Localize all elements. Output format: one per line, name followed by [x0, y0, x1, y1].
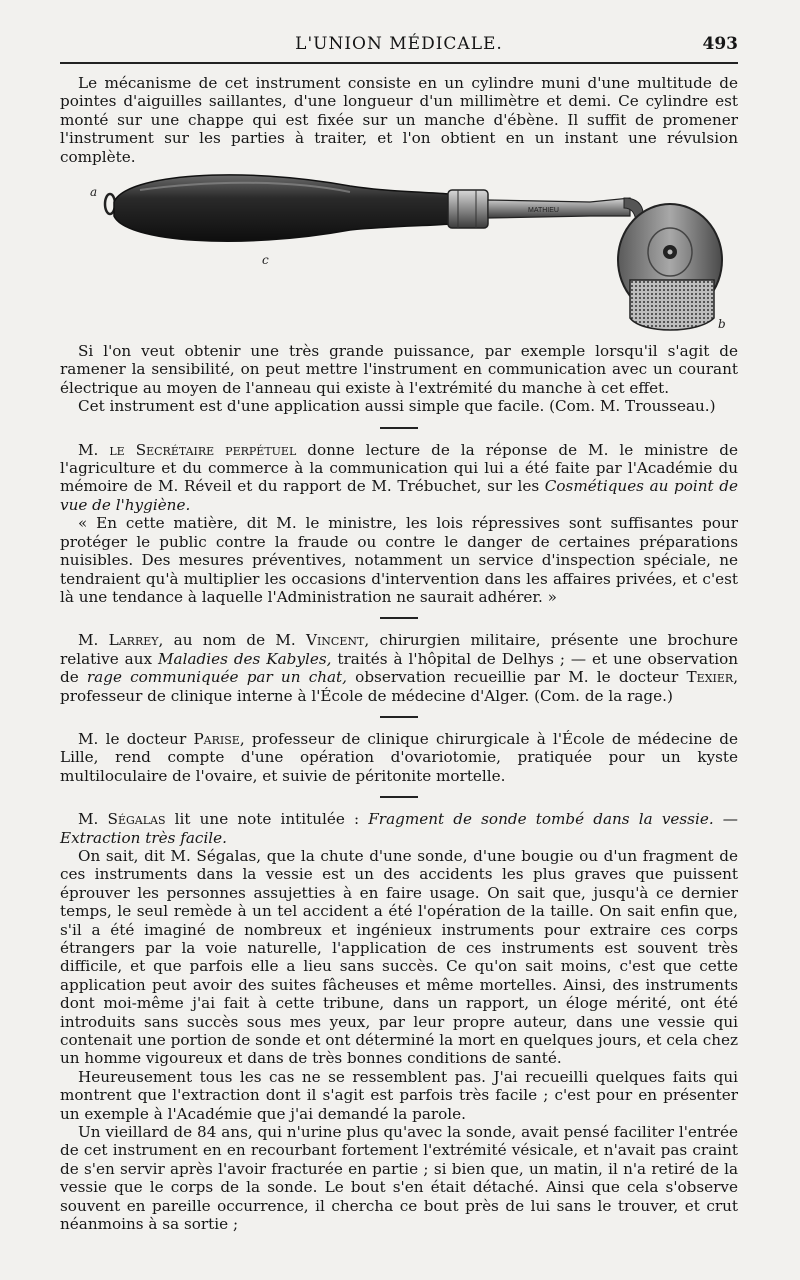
section-divider	[380, 617, 418, 619]
paragraph-segalas-1: On sait, dit M. Ségalas, que la chute d'une sonde, d'une bougie ou d'un fragment de ces instruments dans la vessie est un des accidents les plus graves que puissent éprouver les personnes assujetties à en faire usage. On sait que, jusqu'à ce dernier temps, le seul remède à un tel accident a été l'opération de la taille. On sait enfin que, s'il a été imaginé de nombreux et ingénieux instruments pour extraire ces corps étrangers par la voie naturelle, l'application de ces instruments est souvent très difficile, et que parfois elle a lieu sans succès. Ce qu'on sait moins, c'est que cette application peut avoir des suites fâcheuses et même mortelles. Ainsi, des instruments dont moi-même j'ai fait à cette tribune, dans un rapport, un éloge mérité, ont été introduits sans succès sous mes yeux, par leur propre auteur, dans une vessie qui contenait une portion de sonde et ont déterminé la mort en quelques jours, et cela chez un homme vigoureux et dans de très bonnes conditions de santé.	[60, 846, 738, 1068]
section-divider	[380, 716, 418, 718]
name-larrey: Larrey	[108, 631, 159, 650]
paragraph-ministre-quote: « En cette matière, dit M. le ministre, les lois répressives sont suffisantes pour protéger le public contre la fraude ou contre le danger de certaines préparations nuisibles. Des mesures préventives, notamment un service d'inspection spéciale, ne tendraient qu'à multiplier les occasions d'intervention dans les affaires privées, et c'est là une tendance à laquelle l'Administration ne saurait adhérer. »	[60, 514, 738, 606]
paragraph-secretaire: M. le Secrétaire perpétuel donne lecture de la réponse de M. le ministre de l'agriculture et du commerce à la communication qui lui a été faite par l'Académie du mémoire de M. Réveil et du rapport de M. Trébuchet, sur les Cosmétiques au point de vue de l'hygiène.	[60, 440, 738, 514]
name-vincent: Vincent	[305, 631, 365, 650]
name-segalas: Ségalas	[107, 810, 166, 829]
maker-mark: MATHIEU	[528, 207, 559, 215]
needle-points-icon	[630, 280, 714, 330]
instrument-illustration	[60, 168, 738, 336]
label-c: c	[262, 253, 269, 268]
paragraph-segalas-3: Un vieillard de 84 ans, qui n'urine plus qu'avec la sonde, avait pensé faciliter l'entrée de cet instrument en en recourbant fortement l'extrémité vésicale, et n'avait pas craint de s'en servir après l'avoir fracturée en partie ; si bien que, un matin, il n'a retiré de la vessie que le corps de la sonde. Le bout s'en était détaché. Ainsi que cela s'observe souvent en pareille occurrence, il chercha ce bout près de lui sans le trouver, et crut néanmoins à sa sortie ;	[60, 1123, 738, 1234]
scarifier-engraving	[30, 168, 750, 336]
paragraph-larrey: M. Larrey, au nom de M. Vincent, chirurgien militaire, présente une brochure relative aux Maladies des Kabyles, traités à l'hôpital de Delhys ; — et une observation de rage communiquée par un chat, observation recueillie par M. le docteur Texier, professeur de clinique interne à l'École de médecine d'Alger. (Com. de la rage.)	[60, 631, 739, 705]
journal-title: L'UNION MÉDICALE.	[295, 34, 503, 54]
note-title: Fragment de sonde tombé dans la vessie. — Extraction très facile.	[60, 810, 738, 847]
paragraph-mechanism: Le mécanisme de cet instrument consiste en un cylindre muni d'une multitude de pointes d'aiguilles saillantes, d'une longueur d'un millimètre et demi. Ce cylindre est monté sur une chappe qui est fixée sur un manche d'ébène. Il suffit de promener l'instrument sur les parties à traiter, et l'on obtient en un instant une révulsion complète.	[60, 74, 738, 166]
ferrule-icon	[448, 190, 488, 228]
cosmetiques-title: Cosmétiques au point de vue de l'hygiène.	[60, 477, 738, 514]
running-header	[60, 30, 738, 64]
name-parise: Parise	[193, 729, 240, 748]
paragraph-trousseau: Cet instrument est d'une application aussi simple que facile. (Com. M. Trousseau.)	[78, 397, 716, 416]
section-divider	[380, 427, 418, 429]
title-kabyles: Maladies des Kabyles,	[158, 649, 332, 668]
name-texier: Texier	[686, 668, 734, 687]
metal-shank-icon	[488, 198, 630, 218]
secretaire-name: le Secrétaire perpétuel	[109, 440, 297, 459]
ebony-handle-icon	[114, 175, 450, 241]
paragraph-segalas-2: Heureusement tous les cas ne se ressemblent pas. J'ai recueilli quelques faits qui montrent que l'extraction dont il s'agit est parfois très facile ; c'est pour en présenter un exemple à l'Académie que j'ai demandé la parole.	[60, 1067, 738, 1123]
section-divider	[380, 796, 418, 798]
paragraph-electric: Si l'on veut obtenir une très grande puissance, par exemple lorsqu'il s'agit de ramener la sensibilité, on peut mettre l'instrument en communication avec un courant électrique au moyen de l'anneau qui existe à l'extrémité du manche à cet effet.	[60, 342, 738, 397]
label-b: b	[718, 317, 726, 332]
title-rage: rage communiquée par un chat,	[86, 668, 347, 687]
label-a: a	[90, 185, 98, 200]
page-number: 493	[702, 34, 738, 54]
paragraph-segalas-intro: M. Ségalas lit une note intitulée : Fragment de sonde tombé dans la vessie. — Extraction très facile.	[60, 810, 738, 847]
paragraph-parise: M. le docteur Parise, professeur de clinique chirurgicale à l'École de médecine de Lille, rend compte d'une opération d'ovariotomie, pratiquée pour un kyste multiloculaire de l'ovaire, et suivie de péritonite mortelle.	[60, 729, 738, 785]
